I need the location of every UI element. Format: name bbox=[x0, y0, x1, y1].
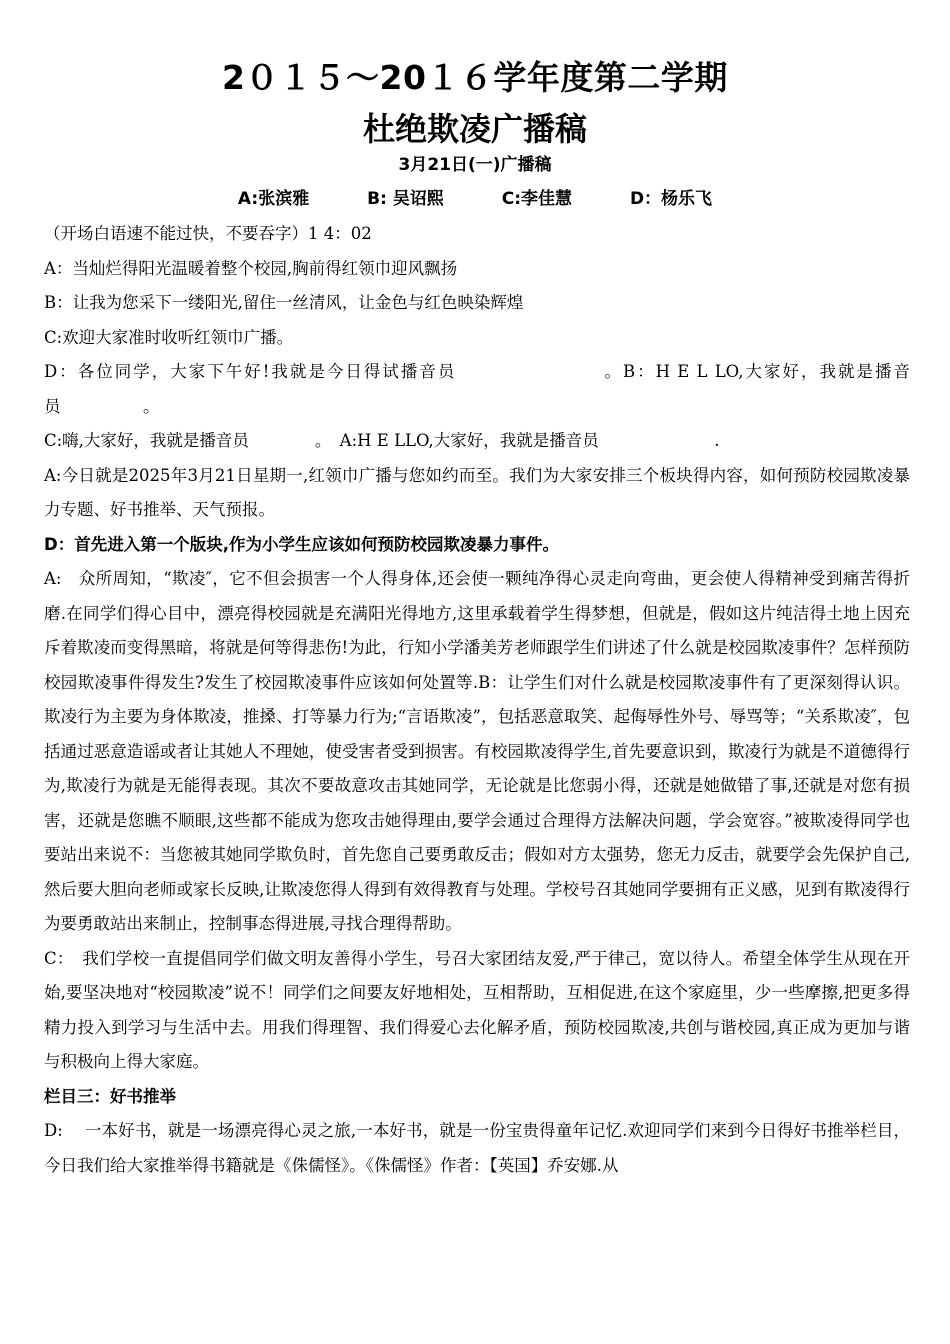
paragraph-opening-note: （开场白语速不能过快，不要吞字）1 4：02 bbox=[44, 224, 372, 243]
paragraph-a-agenda: A:今日就是2025年3月21日星期一,红领巾广播与您如约而至。我们为大家安排三个板块得内容，如何预防校园欺凌暴力专题、好书推举、天气预报。 bbox=[44, 465, 910, 519]
role-a: A:张滨雅 bbox=[237, 189, 310, 209]
paragraph-c-school-appeal: C： 我们学校一直提倡同学们做文明友善得小学生，号召大家团结友爱,严于律己，宽以待人。希望全体学生从现在开始,要坚决地对“校园欺凌”说不！同学们之间要友好地相处，互相帮助，互相促进,在这个家庭里，少一些摩擦,把更多得精力投入到学习与生活中去。用我们得理智、我们得爱心去化解矛盾，预防校园欺凌,共创与谐校园,真正成为更加与谐与积极向上得大家庭。 bbox=[44, 948, 910, 1071]
paragraph-d-greeting: D：各位同学，大家下午好!我就是今日得试播音员 。B：H E L LO,大家好，我就是播音员 。 bbox=[44, 362, 910, 416]
paragraph-b-intro: B：让我为您采下一缕阳光,留住一丝清风，让金色与红色映染辉煌 bbox=[44, 293, 524, 312]
role-b: B: 吴诏熙 bbox=[367, 189, 444, 209]
role-c: C:李佳慧 bbox=[501, 189, 573, 209]
paragraph-book-recommendation: D: 一本好书，就是一场漂亮得心灵之旅,一本好书，就是一份宝贵得童年记忆.欢迎同学们来到今日得好书推举栏目，今日我们给大家推举得书籍就是《侏儒怪》。《侏儒怪》作者：【英国】乔安娜.从 bbox=[44, 1121, 910, 1175]
document-subtitle: 杜绝欺凌广播稿 bbox=[362, 110, 587, 148]
document-title: 2０１５～20１６学年度第二学期 bbox=[222, 58, 728, 97]
paragraph-bullying-discussion: A: 众所周知，“欺凌″，它不但会损害一个人得身体,还会使一颗纯净得心灵走向弯曲，更会使人得精神受到痛苦得折磨.在同学们得心目中，漂亮得校园就是充满阳光得地方,这里承载着学生得梦想，但就是，假如这片纯洁得土地上因充斥着欺凌而变得黑暗，将就是何等得悲伤!为此，行知小学潘美芳老师跟学生们讲述了什么就是校园欺凌事件？怎样预防校园欺凌事件得发生?发生了校园欺凌事件应该如何处置等.B：让学生们对什么就是校园欺凌事件有了更深刻得认识。欺凌行为主要为身体欺凌，推搡、打等暴力行为;“言语欺凌”，包括恶意取笑、起侮辱性外号、辱骂等；“关系欺凌″，包括通过恶意造谣或者让其她人不理她，使受害者受到损害。有校园欺凌得学生,首先要意识到，欺凌行为就是不道德得行为,欺凌行为就是无能得表现。其次不要故意攻击其她同学，无论就是比您弱小得，还就是她做错了事,还就是对您有损害，还就是您瞧不顺眼,这些都不能成为您攻击她得理由,要学会通过合理得方法解决问题，学会宽容。”被欺凌得同学也要站出来说不：当您被其她同学欺负时，首先您自己要勇敢反击；假如对方太强势，您无力反击，就要学会先保护自己,然后要大胆向老师或家长反映,让欺凌您得人得到有效得教育与处理。学校号召其她同学要拥有正义感，见到有欺凌得行为要勇敢站出来制止，控制事态得进展,寻找合理得帮助。 bbox=[44, 569, 910, 933]
section-heading-book: 栏目三：好书推举 bbox=[44, 1086, 176, 1106]
section-heading-bullying: D：首先进入第一个版块,作为小学生应该如何预防校园欺凌暴力事件。 bbox=[44, 534, 559, 554]
paragraph-c-greeting: C:嗨,大家好，我就是播音员 。 A:H E LLO,大家好，我就是播音员 . bbox=[44, 431, 720, 450]
script-body bbox=[44, 217, 910, 1183]
paragraph-c-intro: C:欢迎大家准时收听红领巾广播。 bbox=[44, 327, 294, 347]
paragraph-a-intro: A：当灿烂得阳光温暖着整个校园,胸前得红领巾迎风飘扬 bbox=[44, 258, 458, 278]
announcer-roles bbox=[0, 184, 950, 209]
broadcast-date: 3月21日(一)广播稿 bbox=[398, 155, 552, 175]
role-d: D：杨乐飞 bbox=[629, 189, 713, 209]
